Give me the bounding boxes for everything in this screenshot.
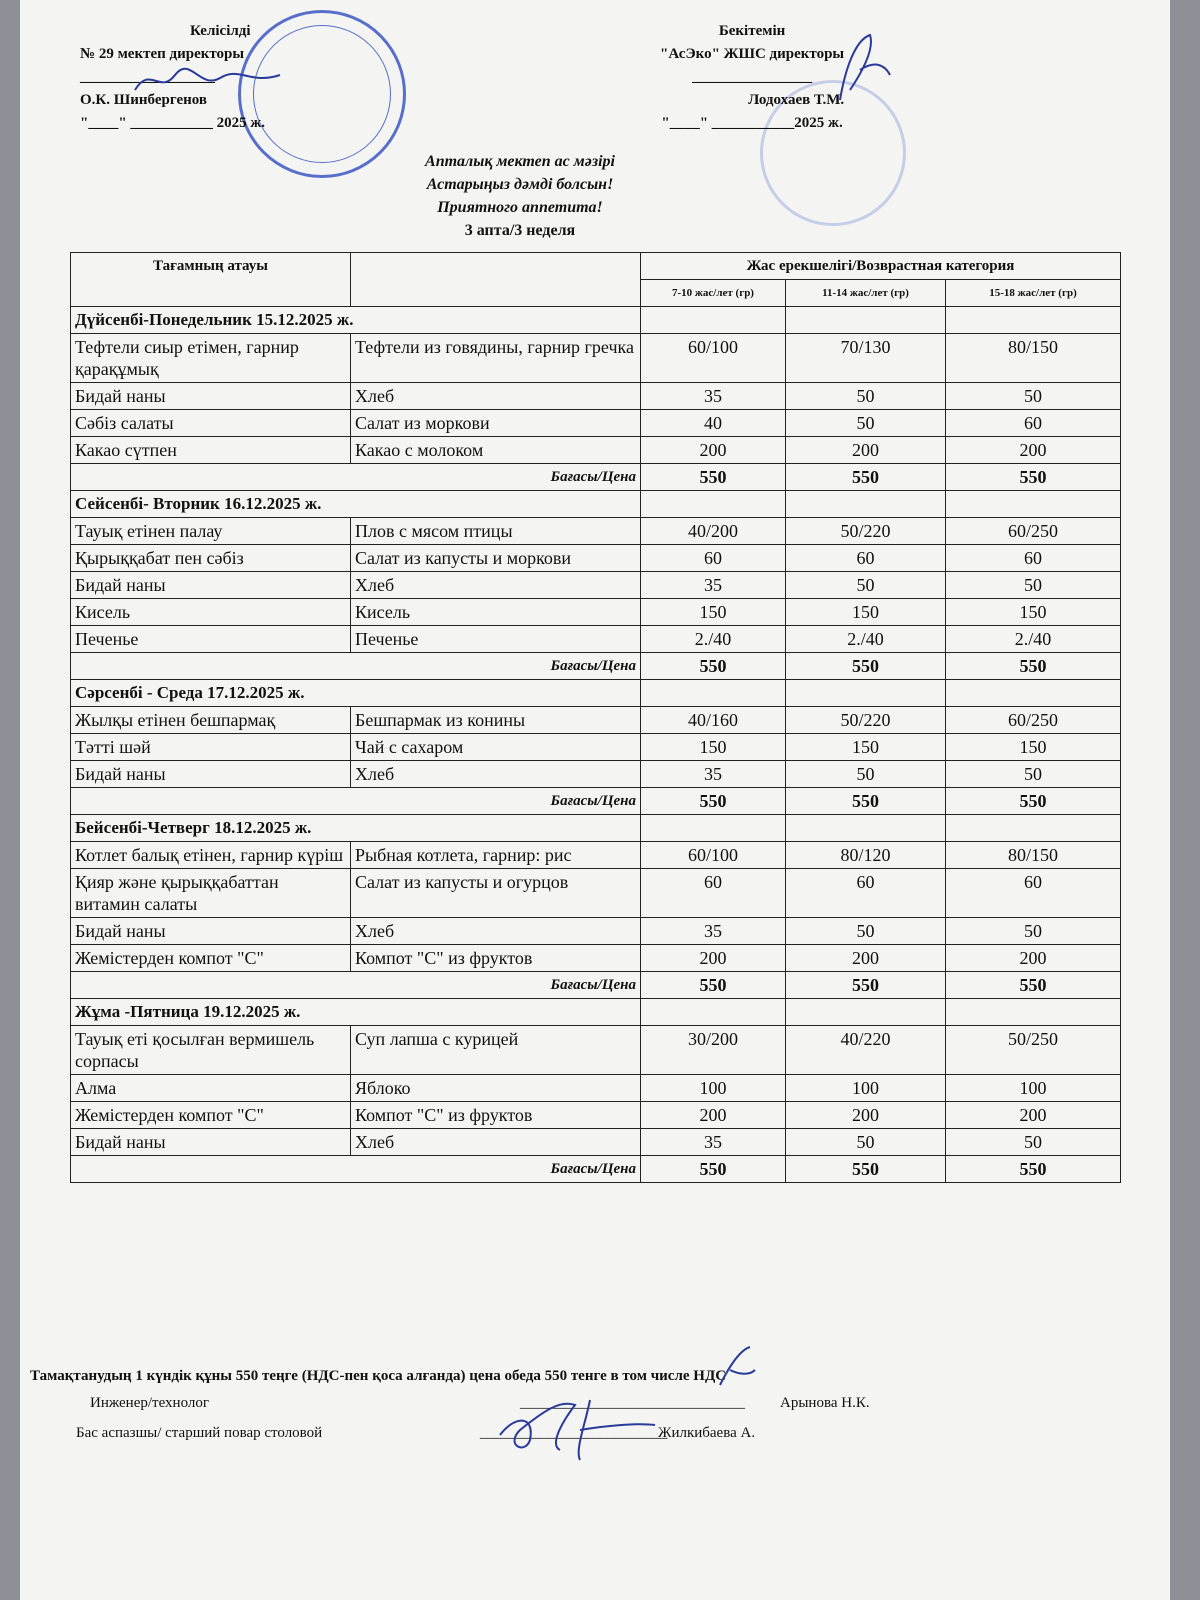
header-age-11-14: 11-14 жас/лет (гр) — [786, 280, 946, 307]
portion-11-14: 70/130 — [786, 334, 946, 383]
approved-label: Бекітемін — [718, 23, 786, 39]
dish-name-ru: Компот "С" из фруктов — [351, 945, 641, 972]
engineer-signature-line: ______________________________ — [520, 1395, 745, 1411]
dish-name-ru: Хлеб — [351, 383, 641, 410]
portion-11-14: 50 — [786, 410, 946, 437]
price-value: 550 — [641, 1156, 786, 1183]
portion-15-18: 200 — [946, 1102, 1121, 1129]
blank-cell — [946, 999, 1121, 1026]
table-row — [71, 1026, 1121, 1075]
day-header-row — [71, 999, 1121, 1026]
portion-11-14: 50/220 — [786, 518, 946, 545]
dish-name-kz: Бидай наны — [71, 383, 351, 410]
dish-name-ru: Печенье — [351, 626, 641, 653]
day-header-row — [71, 307, 1121, 334]
portion-15-18: 80/150 — [946, 842, 1121, 869]
cook-role: Бас аспазшы/ старший повар столовой — [76, 1425, 323, 1441]
dish-name-ru: Плов с мясом птицы — [351, 518, 641, 545]
dish-name-kz: Тауық еті қосылған вермишель сорпасы — [71, 1026, 351, 1075]
company-director-position: "АсЭко" ЖШС директоры — [660, 46, 845, 62]
dish-name-ru: Какао с молоком — [351, 437, 641, 464]
portion-7-10: 35 — [641, 761, 786, 788]
price-value: 550 — [641, 972, 786, 999]
portion-15-18: 50 — [946, 383, 1121, 410]
price-row — [71, 1156, 1121, 1183]
day-header-row — [71, 815, 1121, 842]
price-value: 550 — [786, 1156, 946, 1183]
table-row — [71, 410, 1121, 437]
portion-7-10: 200 — [641, 437, 786, 464]
menu-body — [71, 307, 1121, 1183]
dish-name-ru: Чай с сахаром — [351, 734, 641, 761]
price-value: 550 — [786, 972, 946, 999]
day-title: Бейсенбі-Четверг 18.12.2025 ж. — [71, 815, 641, 842]
portion-7-10: 150 — [641, 599, 786, 626]
price-value: 550 — [786, 464, 946, 491]
table-row — [71, 761, 1121, 788]
portion-15-18: 50 — [946, 918, 1121, 945]
blank-cell — [641, 680, 786, 707]
portion-11-14: 40/220 — [786, 1026, 946, 1075]
header-age-7-10: 7-10 жас/лет (гр) — [641, 280, 786, 307]
portion-15-18: 60/250 — [946, 518, 1121, 545]
dish-name-kz: Жемістерден компот "С" — [71, 1102, 351, 1129]
table-row — [71, 572, 1121, 599]
portion-11-14: 50 — [786, 918, 946, 945]
blank-cell — [946, 680, 1121, 707]
portion-11-14: 100 — [786, 1075, 946, 1102]
price-row — [71, 972, 1121, 999]
signature-line: __________________ — [80, 69, 215, 85]
portion-11-14: 150 — [786, 599, 946, 626]
portion-11-14: 200 — [786, 437, 946, 464]
portion-11-14: 50/220 — [786, 707, 946, 734]
portion-15-18: 50 — [946, 761, 1121, 788]
dish-name-kz: Тефтели сиыр етімен, гарнир қарақұмық — [71, 334, 351, 383]
dish-name-ru: Яблоко — [351, 1075, 641, 1102]
title-line-2: Астарыңыз дәмді болсын! — [426, 176, 614, 193]
blank-cell — [786, 999, 946, 1026]
price-value: 550 — [946, 464, 1121, 491]
price-row — [71, 788, 1121, 815]
header-dish-name: Тағамның атауы — [71, 253, 351, 307]
portion-15-18: 200 — [946, 437, 1121, 464]
dish-name-ru: Бешпармак из конины — [351, 707, 641, 734]
dish-name-kz: Алма — [71, 1075, 351, 1102]
portion-7-10: 40/200 — [641, 518, 786, 545]
dish-name-ru: Салат из капусты и огурцов — [351, 869, 641, 918]
portion-7-10: 35 — [641, 383, 786, 410]
table-row — [71, 334, 1121, 383]
dish-name-kz: Жылқы етінен бешпармақ — [71, 707, 351, 734]
portion-11-14: 50 — [786, 572, 946, 599]
dish-name-kz: Сәбіз салаты — [71, 410, 351, 437]
title-line-3: Приятного аппетита! — [437, 199, 603, 216]
portion-7-10: 35 — [641, 1129, 786, 1156]
table-row — [71, 918, 1121, 945]
table-row — [71, 626, 1121, 653]
agreed-label: Келісілді — [190, 23, 251, 39]
director-name: О.К. Шинбергенов — [80, 92, 207, 108]
cook-signature-line: _________________________ — [480, 1425, 668, 1441]
approval-right-block — [660, 20, 844, 135]
dish-name-ru: Компот "С" из фруктов — [351, 1102, 641, 1129]
dish-name-ru: Салат из капусты и моркови — [351, 545, 641, 572]
day-title: Жұма -Пятница 19.12.2025 ж. — [71, 999, 641, 1026]
portion-15-18: 50 — [946, 572, 1121, 599]
price-row — [71, 653, 1121, 680]
portion-7-10: 30/200 — [641, 1026, 786, 1075]
portion-11-14: 50 — [786, 383, 946, 410]
dish-name-ru: Тефтели из говядины, гарнир гречка — [351, 334, 641, 383]
portion-15-18: 100 — [946, 1075, 1121, 1102]
portion-11-14: 50 — [786, 1129, 946, 1156]
blank-cell — [786, 491, 946, 518]
portion-11-14: 200 — [786, 945, 946, 972]
portion-7-10: 40 — [641, 410, 786, 437]
dish-name-kz: Қияр және қырыққабаттан витамин салаты — [71, 869, 351, 918]
week-label: 3 апта/3 неделя — [464, 222, 576, 239]
portion-7-10: 60/100 — [641, 842, 786, 869]
menu-table — [70, 252, 1121, 1183]
portion-7-10: 200 — [641, 1102, 786, 1129]
portion-15-18: 50/250 — [946, 1026, 1121, 1075]
signature-line: ________________ — [692, 69, 813, 85]
dish-name-kz: Печенье — [71, 626, 351, 653]
portion-11-14: 150 — [786, 734, 946, 761]
table-row — [71, 842, 1121, 869]
price-row — [71, 464, 1121, 491]
blank-cell — [641, 307, 786, 334]
price-value: 550 — [641, 788, 786, 815]
blank-cell — [641, 491, 786, 518]
portion-7-10: 100 — [641, 1075, 786, 1102]
dish-name-kz: Какао сүтпен — [71, 437, 351, 464]
dish-name-kz: Тәтті шәй — [71, 734, 351, 761]
header-age-category: Жас ерекшелігі/Возврастная категория — [641, 253, 1121, 280]
price-value: 550 — [946, 1156, 1121, 1183]
dish-name-kz: Қырыққабат пен сәбіз — [71, 545, 351, 572]
portion-15-18: 60 — [946, 410, 1121, 437]
day-title: Сейсенбі- Вторник 16.12.2025 ж. — [71, 491, 641, 518]
dish-name-kz: Жемістерден компот "С" — [71, 945, 351, 972]
school-director-position: № 29 мектеп директоры — [80, 46, 245, 62]
price-value: 550 — [786, 788, 946, 815]
price-label: Бағасы/Цена — [71, 972, 641, 999]
dish-name-kz: Котлет балық етінен, гарнир күріш — [71, 842, 351, 869]
header-blank — [351, 253, 641, 307]
day-title: Сәрсенбі - Среда 17.12.2025 ж. — [71, 680, 641, 707]
portion-7-10: 35 — [641, 572, 786, 599]
table-row — [71, 869, 1121, 918]
engineer-name: Арынова Н.К. — [780, 1395, 870, 1411]
portion-15-18: 60 — [946, 869, 1121, 918]
portion-7-10: 60/100 — [641, 334, 786, 383]
price-label: Бағасы/Цена — [71, 1156, 641, 1183]
blank-cell — [641, 999, 786, 1026]
portion-7-10: 200 — [641, 945, 786, 972]
portion-11-14: 2./40 — [786, 626, 946, 653]
table-row — [71, 599, 1121, 626]
price-label: Бағасы/Цена — [71, 464, 641, 491]
portion-7-10: 40/160 — [641, 707, 786, 734]
company-director-signature — [820, 30, 900, 110]
dish-name-kz: Бидай наны — [71, 918, 351, 945]
blank-cell — [786, 307, 946, 334]
header-age-15-18: 15-18 жас/лет (гр) — [946, 280, 1121, 307]
price-value: 550 — [946, 653, 1121, 680]
approval-date: "____" ___________2025 ж. — [661, 115, 843, 131]
portion-15-18: 60 — [946, 545, 1121, 572]
blank-cell — [946, 815, 1121, 842]
blank-cell — [786, 680, 946, 707]
portion-7-10: 60 — [641, 545, 786, 572]
portion-11-14: 200 — [786, 1102, 946, 1129]
company-director-name: Лодохаев Т.М. — [748, 92, 845, 108]
price-value: 550 — [946, 788, 1121, 815]
dish-name-ru: Салат из моркови — [351, 410, 641, 437]
portion-15-18: 2./40 — [946, 626, 1121, 653]
dish-name-ru: Хлеб — [351, 572, 641, 599]
dish-name-ru: Хлеб — [351, 761, 641, 788]
day-header-row — [71, 680, 1121, 707]
price-value: 550 — [641, 653, 786, 680]
portion-11-14: 60 — [786, 869, 946, 918]
engineer-signature — [710, 1345, 760, 1390]
dish-name-kz: Кисель — [71, 599, 351, 626]
table-row — [71, 1102, 1121, 1129]
table-row — [71, 734, 1121, 761]
portion-15-18: 60/250 — [946, 707, 1121, 734]
portion-7-10: 2./40 — [641, 626, 786, 653]
portion-11-14: 80/120 — [786, 842, 946, 869]
director-signature — [130, 60, 290, 100]
title-line-1: Апталық мектеп ас мәзірі — [425, 153, 615, 170]
dish-name-kz: Бидай наны — [71, 761, 351, 788]
menu-document — [20, 0, 1170, 1600]
dish-name-ru: Кисель — [351, 599, 641, 626]
table-row — [71, 707, 1121, 734]
table-row — [71, 1075, 1121, 1102]
blank-cell — [946, 491, 1121, 518]
dish-name-ru: Рыбная котлета, гарнир: рис — [351, 842, 641, 869]
day-header-row — [71, 491, 1121, 518]
portion-7-10: 60 — [641, 869, 786, 918]
table-row — [71, 1129, 1121, 1156]
price-value: 550 — [946, 972, 1121, 999]
portion-15-18: 50 — [946, 1129, 1121, 1156]
dish-name-kz: Бидай наны — [71, 572, 351, 599]
table-row — [71, 545, 1121, 572]
dish-name-ru: Хлеб — [351, 1129, 641, 1156]
portion-11-14: 50 — [786, 761, 946, 788]
portion-15-18: 150 — [946, 734, 1121, 761]
approval-date: "____" ___________ 2025 ж. — [80, 115, 266, 131]
dish-name-ru: Хлеб — [351, 918, 641, 945]
engineer-role: Инженер/технолог — [90, 1395, 210, 1411]
day-title: Дүйсенбі-Понедельник 15.12.2025 ж. — [71, 307, 641, 334]
price-value: 550 — [786, 653, 946, 680]
portion-7-10: 150 — [641, 734, 786, 761]
cook-signature — [490, 1395, 660, 1465]
blank-cell — [641, 815, 786, 842]
dish-name-kz: Бидай наны — [71, 1129, 351, 1156]
cook-name: Жилкибаева А. — [658, 1425, 756, 1441]
price-value: 550 — [641, 464, 786, 491]
portion-15-18: 80/150 — [946, 334, 1121, 383]
dish-name-ru: Суп лапша с курицей — [351, 1026, 641, 1075]
table-row — [71, 945, 1121, 972]
portion-15-18: 200 — [946, 945, 1121, 972]
portion-7-10: 35 — [641, 918, 786, 945]
blank-cell — [946, 307, 1121, 334]
dish-name-kz: Тауық етінен палау — [71, 518, 351, 545]
blank-cell — [786, 815, 946, 842]
price-label: Бағасы/Цена — [71, 788, 641, 815]
table-row — [71, 437, 1121, 464]
portion-11-14: 60 — [786, 545, 946, 572]
portion-15-18: 150 — [946, 599, 1121, 626]
price-label: Бағасы/Цена — [71, 653, 641, 680]
table-row — [71, 383, 1121, 410]
daily-cost-note: Тамақтанудың 1 күндік құны 550 теңге (НДС-пен қоса алғанда) цена обеда 550 тенге в том числе НДС — [30, 1368, 727, 1384]
table-row — [71, 518, 1121, 545]
